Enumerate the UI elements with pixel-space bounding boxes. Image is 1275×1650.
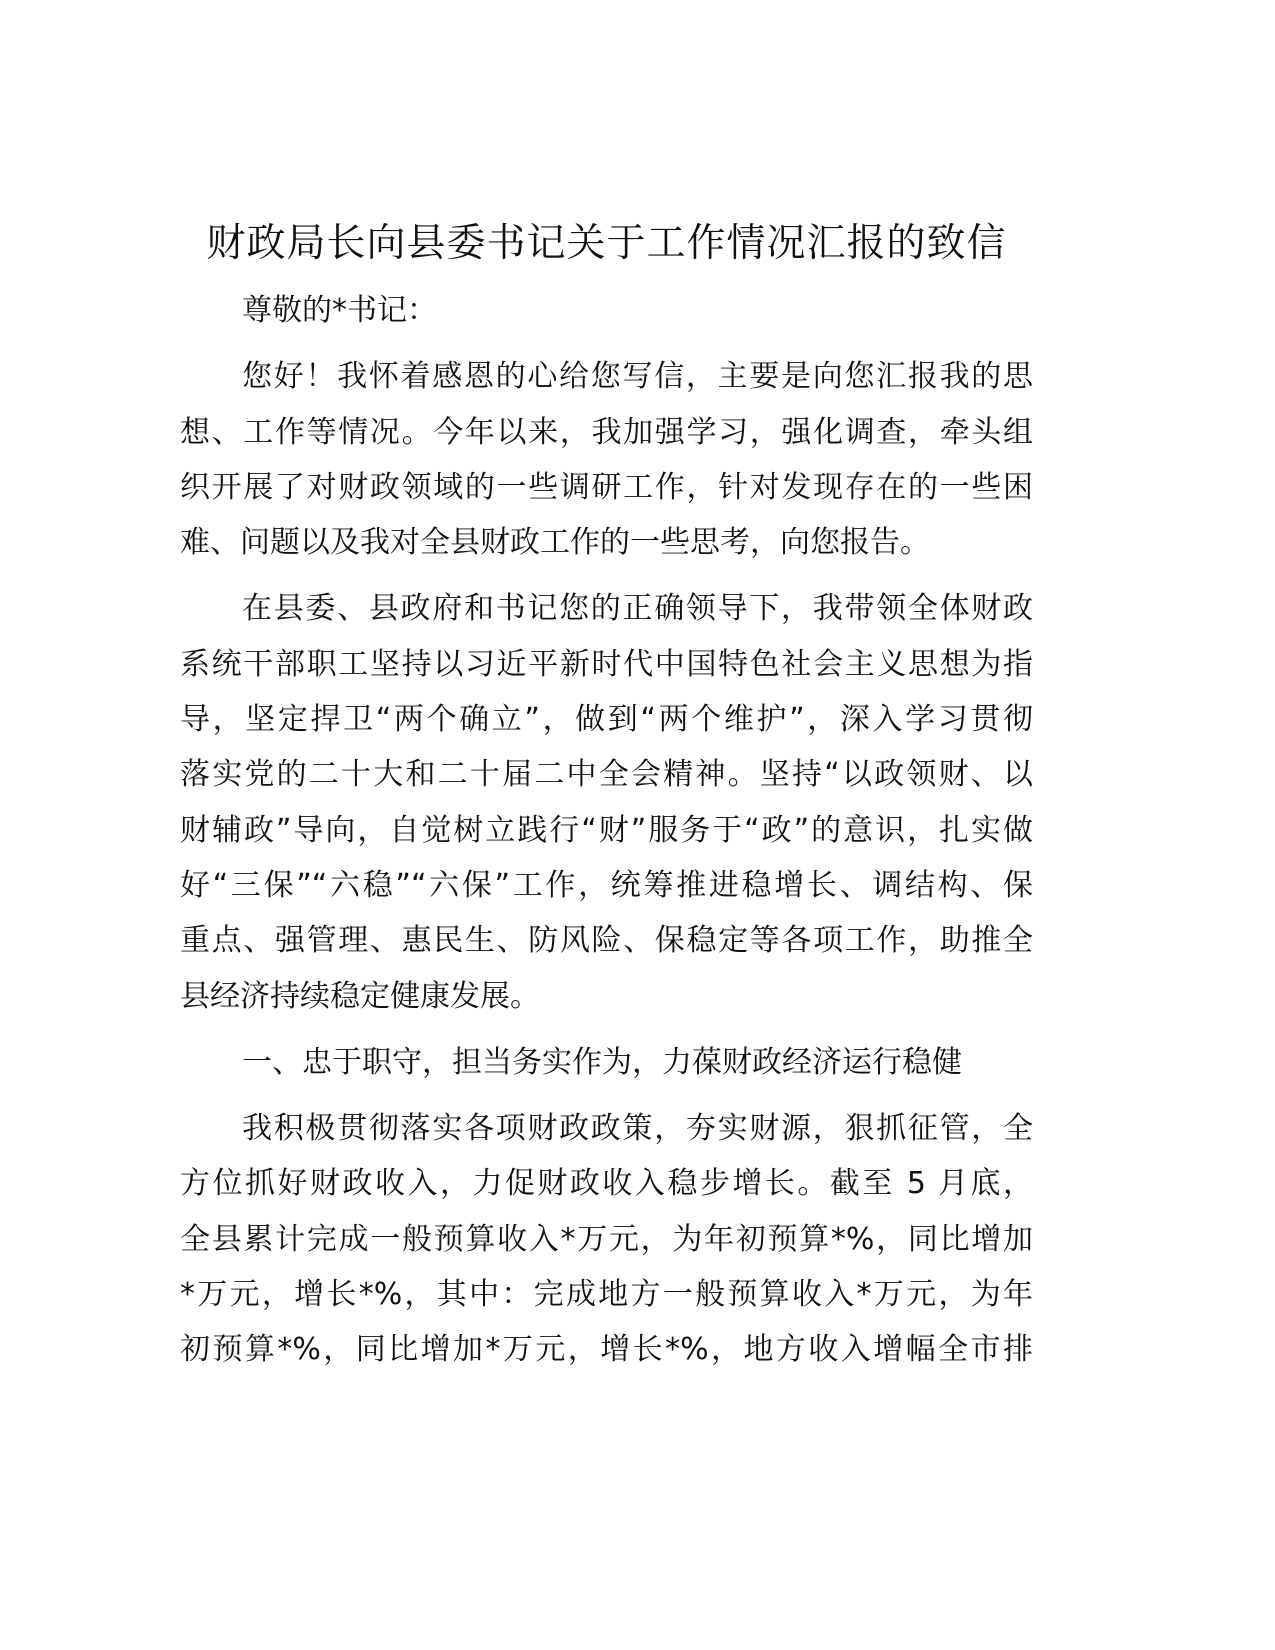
text-line: 尊敬的*书记： (242, 293, 437, 328)
text-line: 好“三保”“六稳”“六保”工作，统筹推进稳增长、调结构、保 (180, 867, 1033, 903)
paragraph (180, 1101, 1033, 1377)
text-line: 织开展了对财政领域的一些调研工作，针对发现存在的一些困 (180, 469, 1033, 505)
text-line: *万元，增长*%，其中：完成地方一般预算收入*万元，为年 (180, 1277, 1033, 1313)
text-line: 全县累计完成一般预算收入*万元，为年初预算*%，同比增加 (180, 1221, 1033, 1257)
text-line: 系统干部职工坚持以习近平新时代中国特色社会主义思想为指 (180, 646, 1033, 682)
section-heading (180, 1035, 1033, 1090)
paragraph (180, 349, 1033, 570)
text-line: 重点、强管理、惠民生、防风险、保稳定等各项工作，助推全 (180, 923, 1033, 959)
text-line: 财辅政”导向，自觉树立践行“财”服务于“政”的意识，扎实做 (180, 812, 1033, 848)
document-title: 财政局长向县委书记关于工作情况汇报的致信 (206, 221, 1007, 266)
text-line: 一、忠于职守，担当务实作为，力葆财政经济运行稳健 (242, 1044, 962, 1080)
text-line: 难、问题以及我对全县财政工作的一些思考，向您报告。 (180, 525, 930, 561)
paragraph (180, 581, 1033, 1023)
text-line: 您好！我怀着感恩的心给您写信，主要是向您汇报我的思 (242, 359, 1033, 395)
text-line: 导，坚定捍卫“两个确立”，做到“两个维护”，深入学习贯彻 (180, 702, 1033, 738)
text-line: 在县委、县政府和书记您的正确领导下，我带领全体财政 (242, 591, 1033, 627)
text-line: 方位抓好财政收入，力促财政收入稳步增长。截至 5 月底， (180, 1166, 1033, 1202)
salutation (180, 283, 1033, 338)
text-line: 我积极贯彻落实各项财政政策，夯实财源，狠抓征管，全 (242, 1111, 1033, 1147)
text-line: 落实党的二十大和二十届二中全会精神。坚持“以政领财、以 (180, 757, 1033, 793)
text-line: 初预算*%，同比增加*万元，增长*%，地方收入增幅全市排 (180, 1332, 1033, 1368)
document-body (180, 283, 1033, 1389)
text-line: 想、工作等情况。今年以来，我加强学习，强化调查，牵头组 (180, 414, 1033, 450)
text-line: 县经济持续稳定健康发展。 (180, 978, 540, 1014)
